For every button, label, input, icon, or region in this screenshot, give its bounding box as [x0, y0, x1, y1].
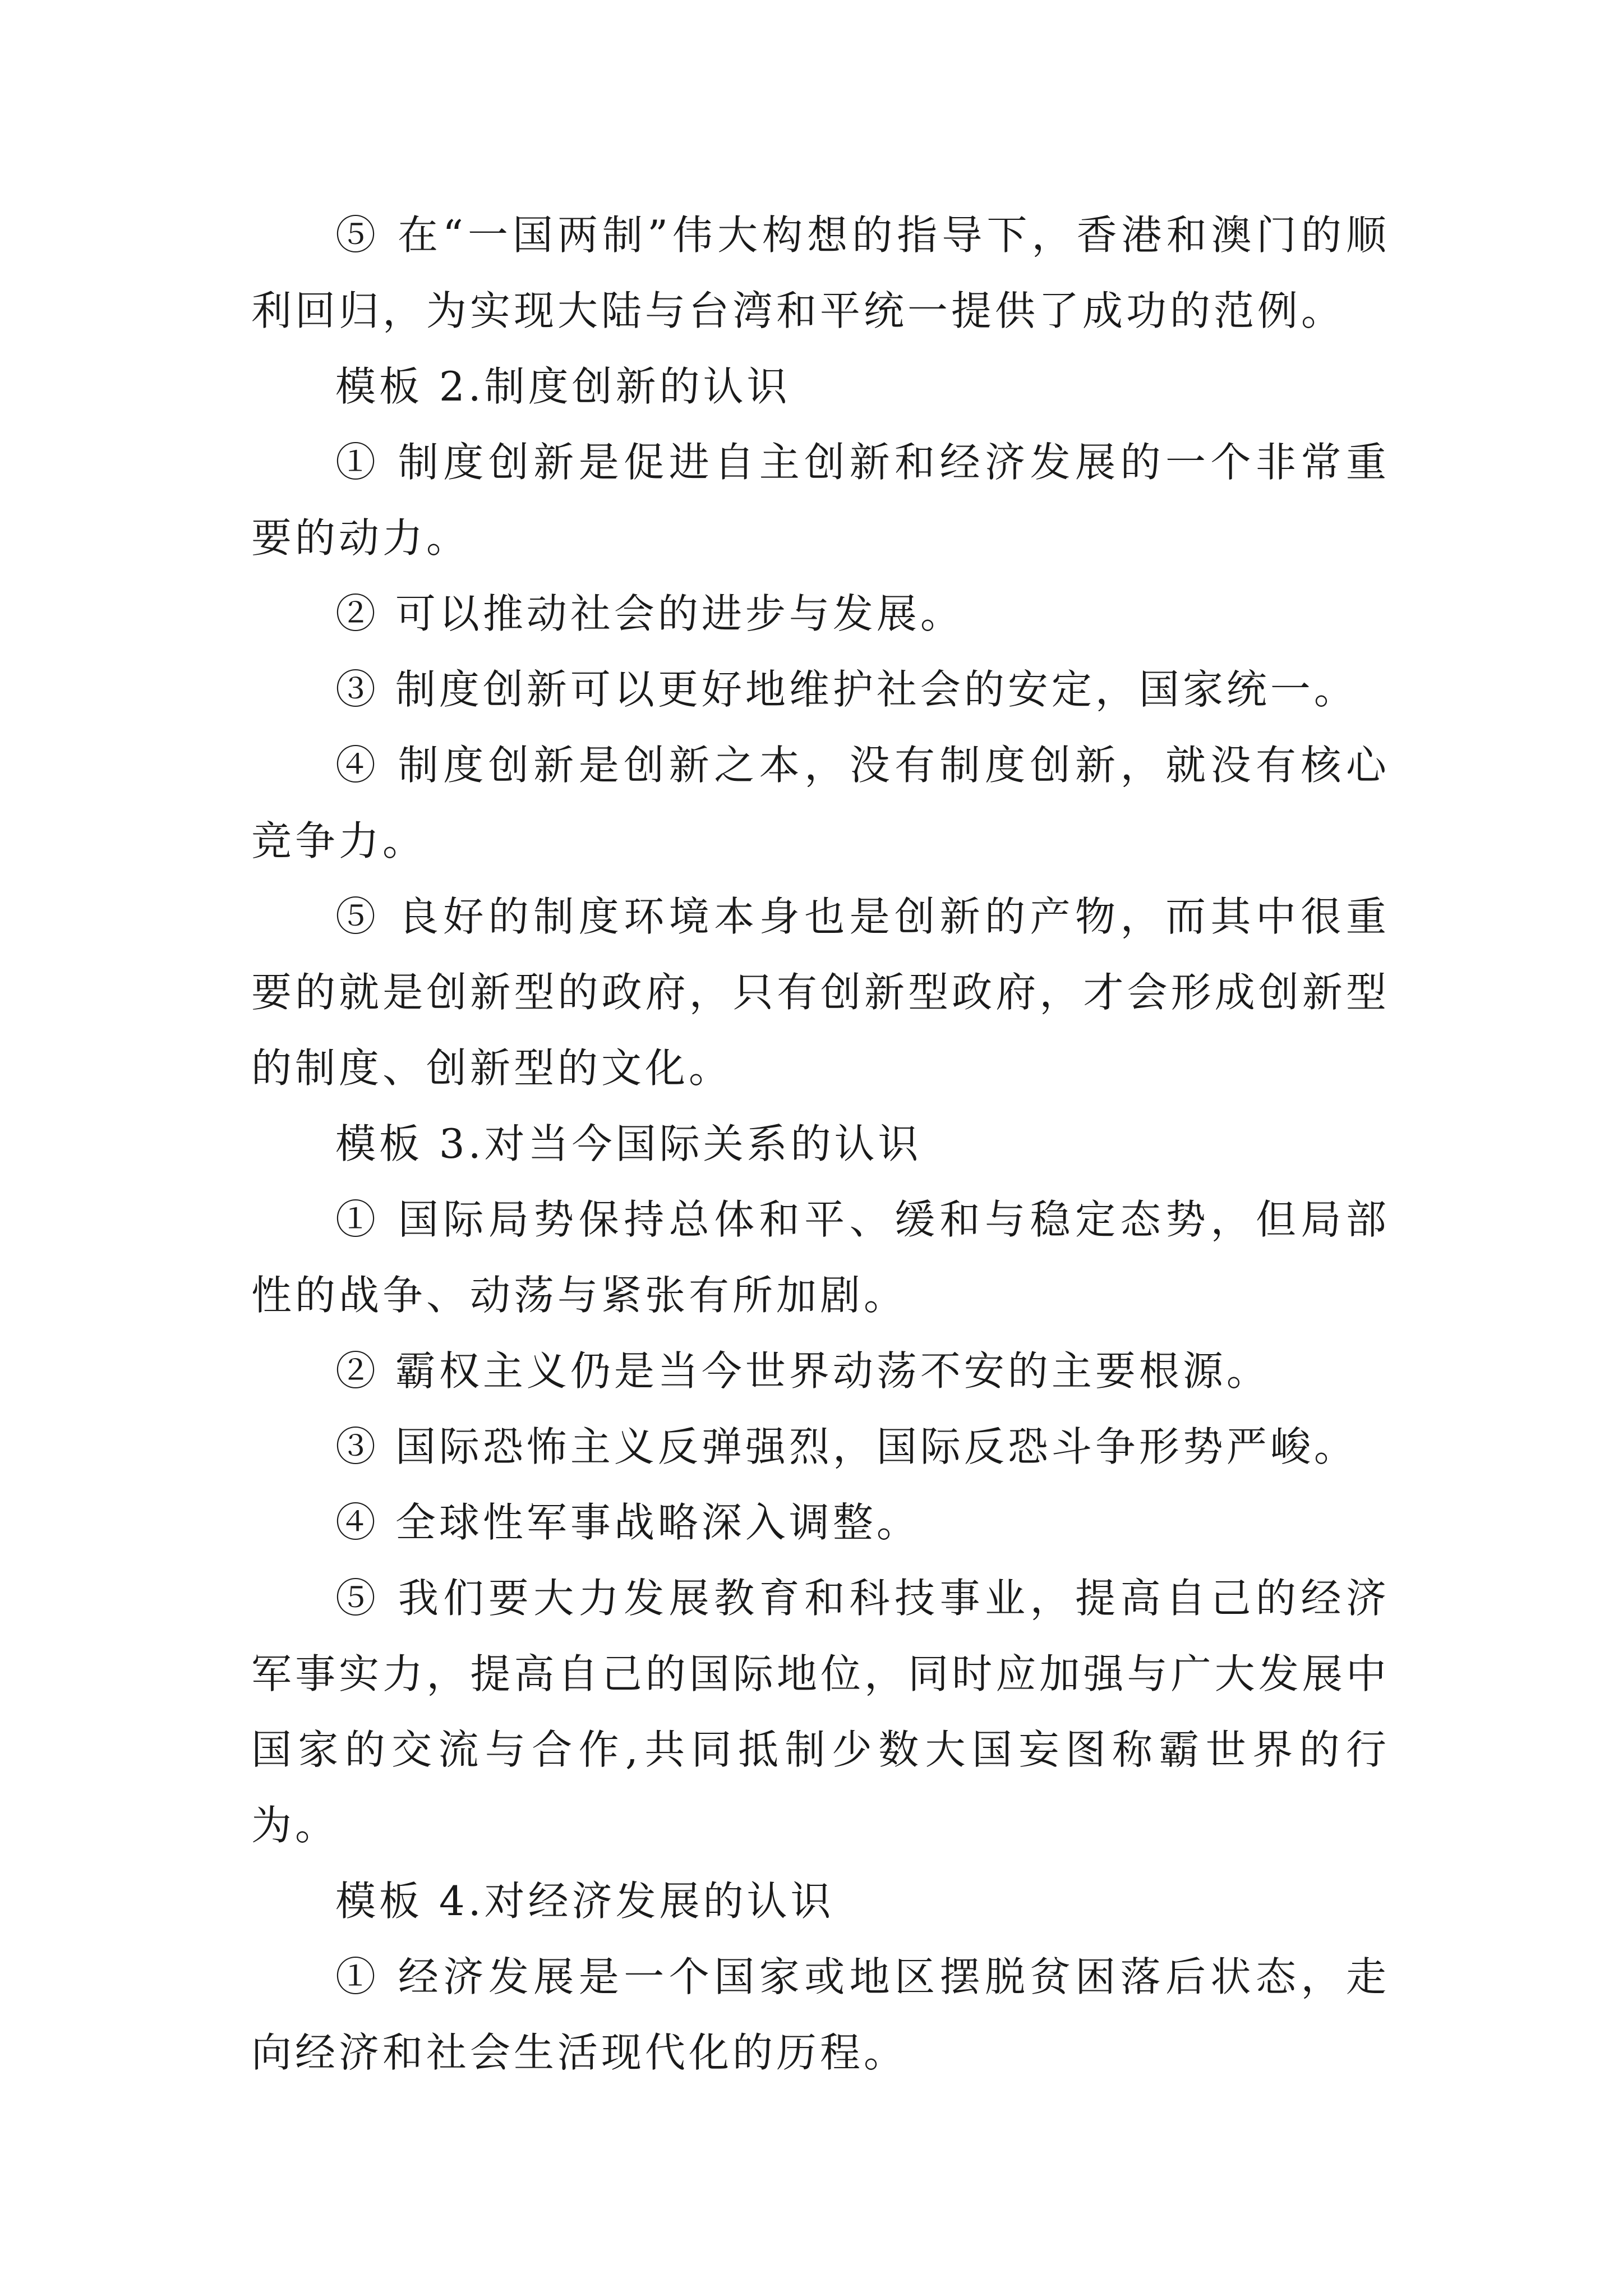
list-item: ① 经济发展是一个国家或地区摆脱贫困落后状态，走向经济和社会生活现代化的历程。 — [251, 1953, 1390, 2076]
list-item: ③ 制度创新可以更好地维护社会的安定，国家统一。 — [335, 666, 1358, 713]
list-item: ① 制度创新是促进自主创新和经济发展的一个非常重要的动力。 — [251, 439, 1390, 562]
list-item: ⑤ 我们要大力发展教育和科技事业，提高自己的经济军事实力，提高自己的国际地位，同时应加强与广大发展中国家的交流与合作,共同抵制少数大国妄图称霸世界的行为。 — [251, 1575, 1390, 1849]
heading-template-3: 模板 3.对当今国际关系的认识 — [335, 1120, 922, 1167]
list-item: ④ 全球性军事战略深入调整。 — [335, 1499, 920, 1546]
list-item: ④ 制度创新是创新之本，没有制度创新，就没有核心竞争力。 — [251, 742, 1390, 864]
list-item: ② 霸权主义仍是当今世界动荡不安的主要根源。 — [335, 1347, 1270, 1395]
list-item: ⑤ 良好的制度环境本身也是创新的产物，而其中很重要的就是创新型的政府，只有创新型政府，才会形成创新型的制度、创新型的文化。 — [251, 893, 1390, 1092]
list-item: ① 国际局势保持总体和平、缓和与稳定态势，但局部性的战争、动荡与紧张有所加剧。 — [251, 1196, 1390, 1319]
list-item: ③ 国际恐怖主义反弹强烈，国际反恐斗争形势严峻。 — [335, 1423, 1358, 1470]
heading-template-2: 模板 2.制度创新的认识 — [335, 363, 791, 410]
paragraph-hk-macau-return: ⑤ 在“一国两制”伟大构想的指导下，香港和澳门的顺利回归，为实现大陆与台湾和平统一提供了成功的范例。 — [251, 211, 1390, 334]
heading-template-4: 模板 4.对经济发展的认识 — [335, 1878, 834, 1925]
list-item: ② 可以推动社会的进步与发展。 — [335, 590, 964, 637]
document-body — [251, 197, 1390, 2091]
